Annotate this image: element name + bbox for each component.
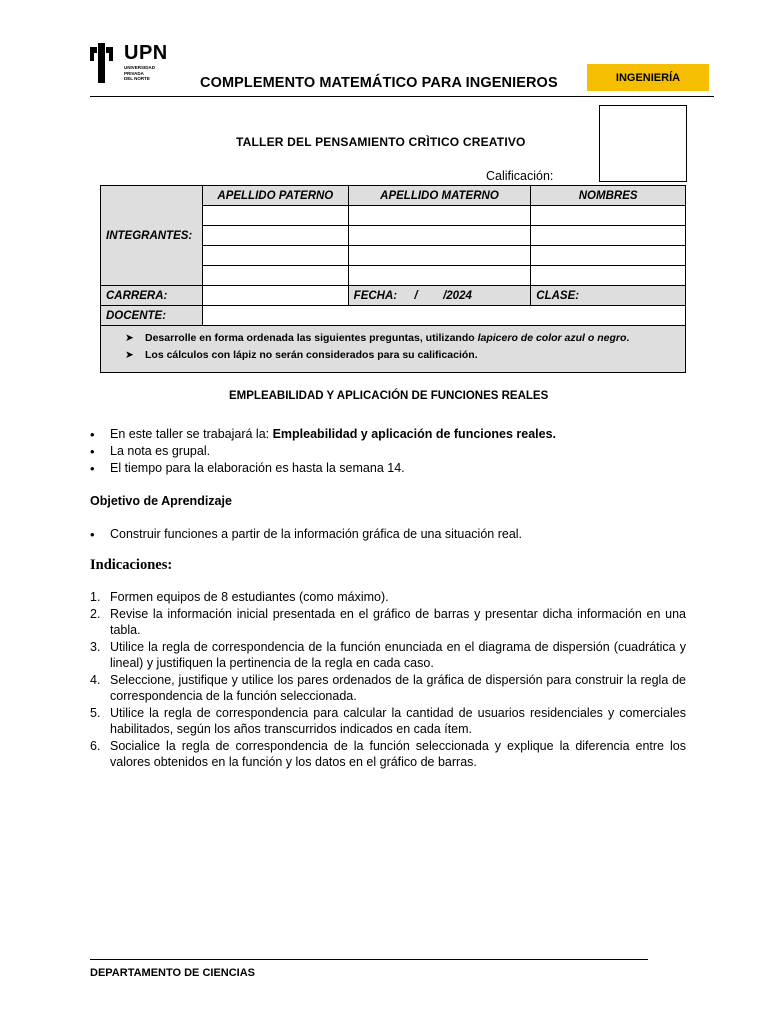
list-item: 1. Formen equipos de 8 estudiantes (como máximo).: [90, 590, 389, 604]
list-item: • Construir funciones a partir de la información gráfica de una situación real.: [90, 526, 690, 543]
member-cell[interactable]: [531, 226, 686, 246]
logo-upn-text: UPN: [124, 42, 168, 64]
member-cell[interactable]: [531, 246, 686, 266]
member-cell[interactable]: [348, 266, 531, 286]
class-label: CLASE:: [531, 286, 686, 306]
logo-subtitle: UNIVERSIDAD PRIVADA DEL NORTE: [124, 65, 156, 81]
section-title: EMPLEABILIDAD Y APLICACIÓN DE FUNCIONES REALES: [229, 390, 549, 402]
instructions-box: [100, 325, 686, 373]
list-item: 2. Revise la información inicial presentada en el gráfico de barras y presentar dicha información en una tabla.: [90, 606, 686, 637]
member-cell[interactable]: [348, 206, 531, 226]
list-item: 5. Utilice la regla de correspondencia para calcular la cantidad de usuarios residenciales y comerciales habilitados, según los años transcurridos indicados en cada ítem.: [90, 705, 686, 736]
objective-list: [90, 526, 690, 543]
list-item: • El tiempo para la elaboración es hasta la semana 14.: [90, 460, 690, 477]
member-cell[interactable]: [202, 246, 348, 266]
date-value: / /2024: [414, 289, 472, 302]
indications-title: Indicaciones:: [90, 557, 173, 573]
list-item: 6. Socialice la regla de correspondencia de la función seleccionada y explique la diferencia entre los valores obtenidos en la función y los datos en el gráfico de barras.: [90, 738, 686, 769]
list-item: 3. Utilice la regla de correspondencia de la función enunciada en el diagrama de dispersión (cuadrática y lineal) y justifiquen la pertinencia de la regla en cada caso.: [90, 639, 686, 670]
member-cell[interactable]: [531, 266, 686, 286]
header-divider: [90, 96, 714, 97]
column-header: NOMBRES: [531, 186, 686, 206]
list-item: 4. Seleccione, justifique y utilice los pares ordenados de la gráfica de dispersión para construir la regla de correspondencia de la función seleccionada.: [90, 672, 686, 703]
members-label: INTEGRANTES:: [101, 186, 203, 286]
course-title: COMPLEMENTO MATEMÁTICO PARA INGENIEROS: [200, 75, 558, 91]
member-cell[interactable]: [202, 206, 348, 226]
grade-label: Calificación:: [486, 169, 554, 183]
objective-title: Objetivo de Aprendizaje: [90, 494, 232, 508]
teacher-field[interactable]: [202, 306, 685, 326]
students-table: [100, 185, 686, 326]
instruction-line: ➤ Los cálculos con lápiz no serán considerados para su calificación.: [125, 349, 478, 361]
member-cell[interactable]: [348, 246, 531, 266]
member-cell[interactable]: [348, 226, 531, 246]
column-header: APELLIDO PATERNO: [202, 186, 348, 206]
career-field[interactable]: [202, 286, 348, 306]
workshop-title: TALLER DEL PENSAMIENTO CRÌTICO CREATIVO: [236, 135, 526, 149]
career-label: CARRERA:: [101, 286, 203, 306]
arrow-bullet-icon: ➤: [125, 332, 134, 344]
intro-bullets: [90, 426, 690, 477]
instruction-line: ➤ Desarrolle en forma ordenada las siguientes preguntas, utilizando lapicero de color azul o negro.: [125, 332, 630, 344]
column-header: APELLIDO MATERNO: [348, 186, 531, 206]
member-cell[interactable]: [531, 206, 686, 226]
list-item: • En este taller se trabajará la: Empleabilidad y aplicación de funciones reales.: [90, 426, 690, 443]
indications-list: [90, 589, 686, 771]
list-item: • La nota es grupal.: [90, 443, 690, 460]
arrow-bullet-icon: ➤: [125, 349, 134, 361]
date-field: FECHA: / /2024: [348, 286, 531, 306]
teacher-label: DOCENTE:: [101, 306, 203, 326]
footer-department: DEPARTAMENTO DE CIENCIAS: [90, 967, 256, 979]
member-cell[interactable]: [202, 266, 348, 286]
faculty-badge: INGENIERÍA: [587, 64, 709, 91]
grade-box: [599, 105, 687, 182]
member-cell[interactable]: [202, 226, 348, 246]
footer-divider: [90, 959, 648, 960]
logo-wordmark: [124, 43, 168, 82]
